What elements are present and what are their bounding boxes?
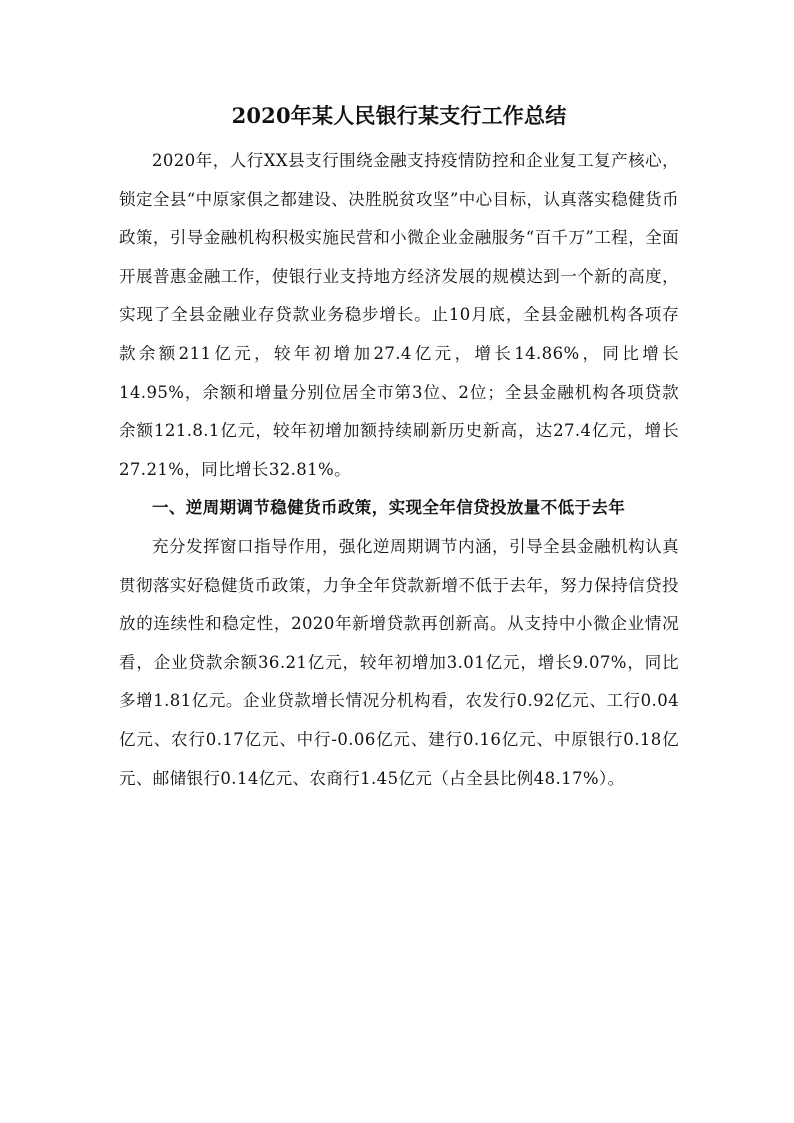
paragraph-summary: 2020年，人行XX县支行围绕金融支持疫情防控和企业复工复产核心，锁定全县“中原家俱之都建设、决胜脱贫攻坚”中心目标，认真落实稳健货币政策，引导金融机构积极实施民营和小微企业金融服务“百千万”工程，全面开展普惠金融工作，使银行业支持地方经济发展的规模达到一个新的高度，实现了全县金融业存贷款业务稳步增长。止10月底，全县金融机构各项存款余额211亿元，较年初增加27.4亿元，增长14.86%，同比增长14.95%，余额和增量分别位居全市第3位、2位；全县金融机构各项贷款余额121.8.1亿元，较年初增加额持续刷新历史新高，达27.4亿元，增长27.21%，同比增长32.81%。	[119, 151, 679, 479]
section-heading-1: 一、逆周期调节稳健货币政策，实现全年信贷投放量不低于去年	[152, 498, 626, 518]
document-title: 2020年某人民银行某支行工作总结	[231, 103, 567, 128]
paragraph-section-1: 充分发挥窗口指导作用，强化逆周期调节内涵，引导全县金融机构认真贯彻落实好稳健货币政策，力争全年贷款新增不低于去年，努力保持信贷投放的连续性和稳定性，2020年新增贷款再创新高。从支持中小微企业情况看，企业贷款余额36.21亿元，较年初增加3.01亿元，增长9.07%，同比多增1.81亿元。企业贷款增长情况分机构看，农发行0.92亿元、工行0.04亿元、农行0.17亿元、中行-0.06亿元、建行0.16亿元、中原银行0.18亿元、邮储银行0.14亿元、农商行1.45亿元（占全县比例48.17%）。	[119, 536, 679, 788]
document-page	[119, 96, 679, 798]
